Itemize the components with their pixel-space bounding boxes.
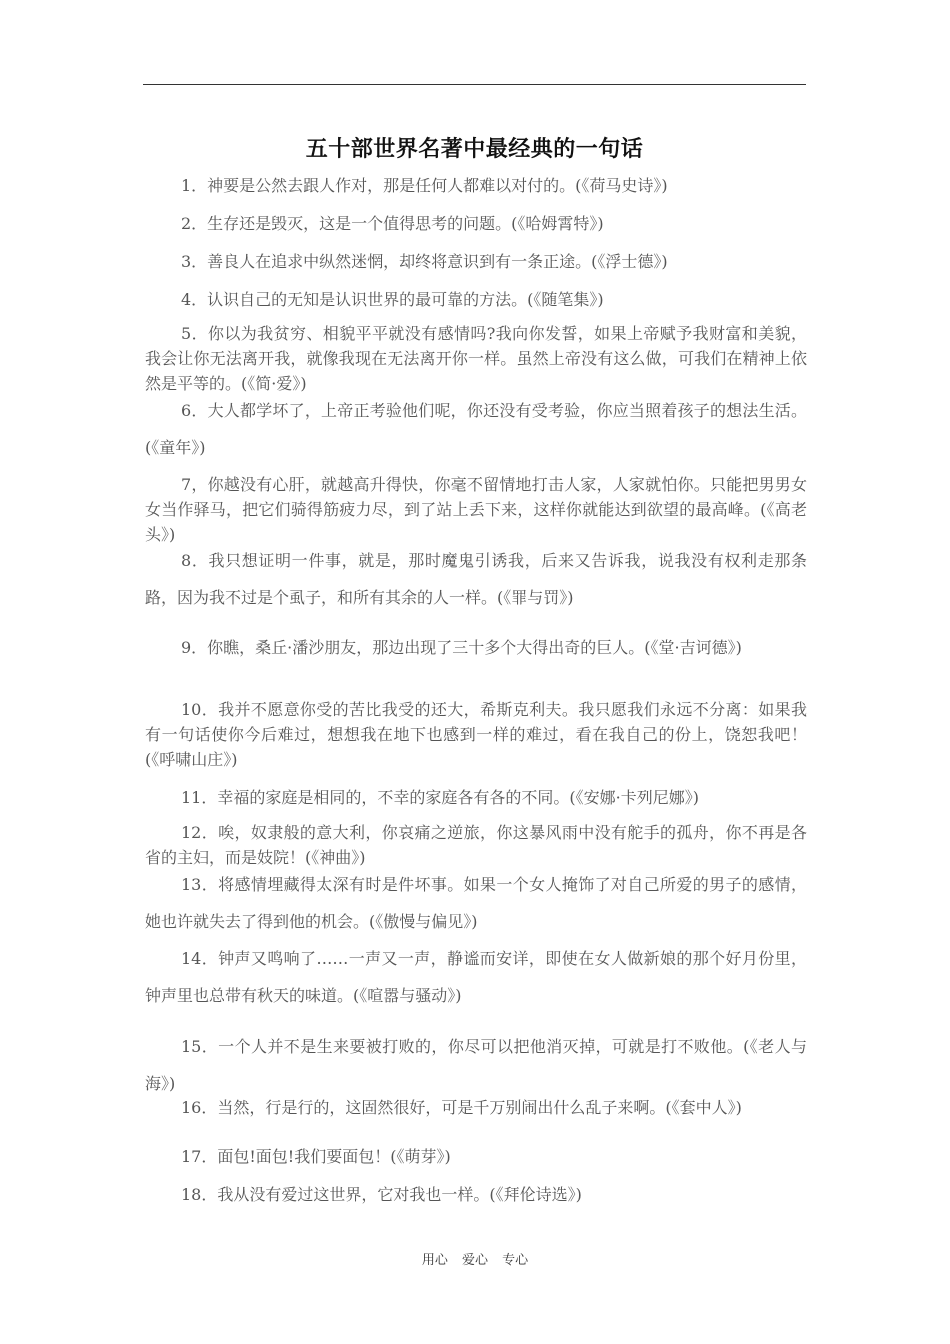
quote-10: 10．我并不愿意你受的苦比我受的还大，希斯克利夫。我只愿我们永远不分离：如果我有一句话使你今后难过，想想我在地下也感到一样的难过，看在我自己的份上，饶恕我吧！(《呼啸山庄》) bbox=[145, 700, 807, 769]
quote-4: 4．认识自己的无知是认识世界的最可靠的方法。(《随笔集》) bbox=[181, 290, 604, 309]
quote-2: 2．生存还是毁灭，这是一个值得思考的问题。(《哈姆霄特》) bbox=[181, 214, 604, 233]
quote-5: 5．你以为我贫穷、相貌平平就没有感情吗?我向你发誓，如果上帝赋予我财富和美貌，我会让你无法离开我，就像我现在无法离开你一样。虽然上帝没有这么做，可我们在精神上依然是平等的。(《简·爱》) bbox=[145, 324, 807, 393]
quote-9: 9．你瞧，桑丘·潘沙朋友，那边出现了三十多个大得出奇的巨人。(《堂·吉诃德》) bbox=[181, 638, 742, 657]
quote-8: 8．我只想证明一件事，就是，那时魔鬼引诱我，后来又告诉我，说我没有权利走那条路，因为我不过是个虱子，和所有其余的人一样。(《罪与罚》) bbox=[145, 551, 807, 607]
quote-6: 6．大人都学坏了，上帝正考验他们呢，你还没有受考验，你应当照着孩子的想法生活。(《童年》) bbox=[145, 401, 807, 457]
quote-17: 17．面包!面包!我们要面包！(《萌芽》) bbox=[181, 1147, 451, 1166]
quote-16: 16．当然，行是行的，这固然很好，可是千万别闹出什么乱子来啊。(《套中人》) bbox=[181, 1098, 742, 1117]
document-title: 五十部世界名著中最经典的一句话 bbox=[305, 137, 644, 162]
quote-15: 15．一个人并不是生来要被打败的，你尽可以把他消灭掉，可就是打不败他。(《老人与海》) bbox=[145, 1037, 807, 1093]
quote-11: 11．幸福的家庭是相同的，不幸的家庭各有各的不同。(《安娜·卡列尼娜》) bbox=[181, 788, 699, 807]
quote-7: 7，你越没有心肝，就越高升得快，你毫不留情地打击人家，人家就怕你。只能把男男女女当作驿马，把它们骑得筋疲力尽，到了站上丢下来，这样你就能达到欲望的最高峰。(《高老头》) bbox=[145, 475, 807, 544]
quote-14: 14．钟声又鸣响了……一声又一声，静谧而安详，即使在女人做新娘的那个好月份里，钟声里也总带有秋天的味道。(《喧嚣与骚动》) bbox=[145, 949, 807, 1005]
quote-13: 13．将感情埋藏得太深有时是件坏事。如果一个女人掩饰了对自己所爱的男子的感情，她也许就失去了得到他的机会。(《傲慢与偏见》) bbox=[145, 875, 807, 931]
quote-3: 3．善良人在追求中纵然迷惘，却终将意识到有一条正途。(《浮士德》) bbox=[181, 252, 668, 271]
quote-12: 12．唉，奴隶般的意大利，你哀痛之逆旅，你这暴风雨中没有舵手的孤舟，你不再是各省的主妇，而是妓院！(《神曲》) bbox=[145, 823, 807, 867]
quote-18: 18．我从没有爱过这世界，它对我也一样。(《拜伦诗选》) bbox=[181, 1185, 582, 1204]
header-rule bbox=[143, 84, 806, 85]
quote-1: 1．神要是公然去跟人作对，那是任何人都难以对付的。(《荷马史诗》) bbox=[181, 176, 668, 195]
page-footer: 用心 爱心 专心 bbox=[421, 1253, 529, 1268]
